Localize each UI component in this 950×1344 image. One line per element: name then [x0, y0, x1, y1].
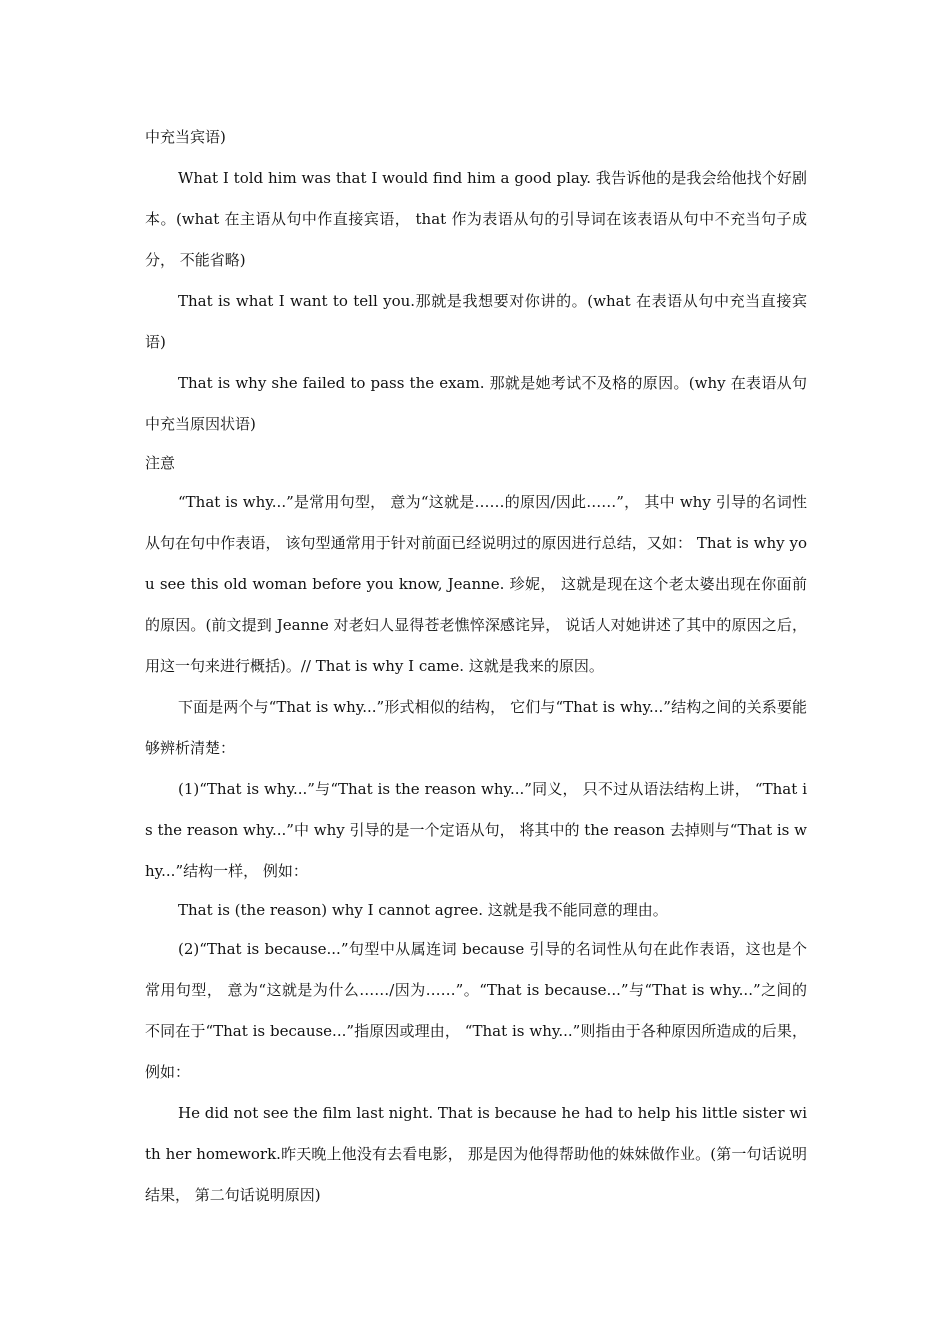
paragraph: (2)“That is because...”句型中从属连词 because 引导的名词性从句在此作表语，这也是个常用句型， 意为“这就是为什么……/因为……”。“That is because...”与“That is why...”之间的不同在于“That is because...”指原因或理由， “That is why...”则指由于各种原因所造成的后果， 例如： — [145, 940, 807, 1081]
note-heading: 注意 — [145, 454, 176, 472]
paragraph: (1)“That is why...”与“That is the reason why...”同义， 只不过从语法结构上讲， “That is the reason why...”中 why 引导的是一个定语从句， 将其中的 the reason 去掉则与“That is why...”结构一样， 例如： — [145, 780, 807, 880]
paragraph: He did not see the film last night. That is because he had to help his little sister with her homework.昨天晚上他没有去看电影， 那是因为他得帮助他的妹妹做作业。(第一句话说明结果， 第二句话说明原因) — [145, 1104, 807, 1204]
document-body — [145, 117, 807, 1216]
paragraph: What I told him was that I would find him a good play. 我告诉他的是我会给他找个好剧本。(what 在主语从句中作直接宾语， that 作为表语从句的引导词在该表语从句中不充当句子成分， 不能省略) — [145, 169, 807, 269]
example-sentence: That is (the reason) why I cannot agree. 这就是我不能同意的理由。 — [178, 901, 668, 919]
paragraph: 中充当宾语) — [145, 128, 226, 146]
paragraph: “That is why...”是常用句型， 意为“这就是……的原因/因此……”， 其中 why 引导的名词性从句在句中作表语， 该句型通常用于针对前面已经说明过的原因进行总结，又如： That is why you see this old woman before you know, Jeanne. 珍妮， 这就是现在这个老太婆出现在你面前的原因。(前文提到 Jeanne 对老妇人显得苍老憔悴深感诧异， 说话人对她讲述了其中的原因之后，用这一句来进行概括)。// That is why I came. 这就是我来的原因。 — [145, 493, 807, 675]
paragraph: 下面是两个与“That is why...”形式相似的结构， 它们与“That is why...”结构之间的关系要能够辨析清楚： — [145, 698, 807, 757]
paragraph: That is why she failed to pass the exam. 那就是她考试不及格的原因。(why 在表语从句中充当原因状语) — [145, 374, 807, 433]
paragraph: That is what I want to tell you.那就是我想要对你讲的。(what 在表语从句中充当直接宾语) — [145, 292, 807, 351]
